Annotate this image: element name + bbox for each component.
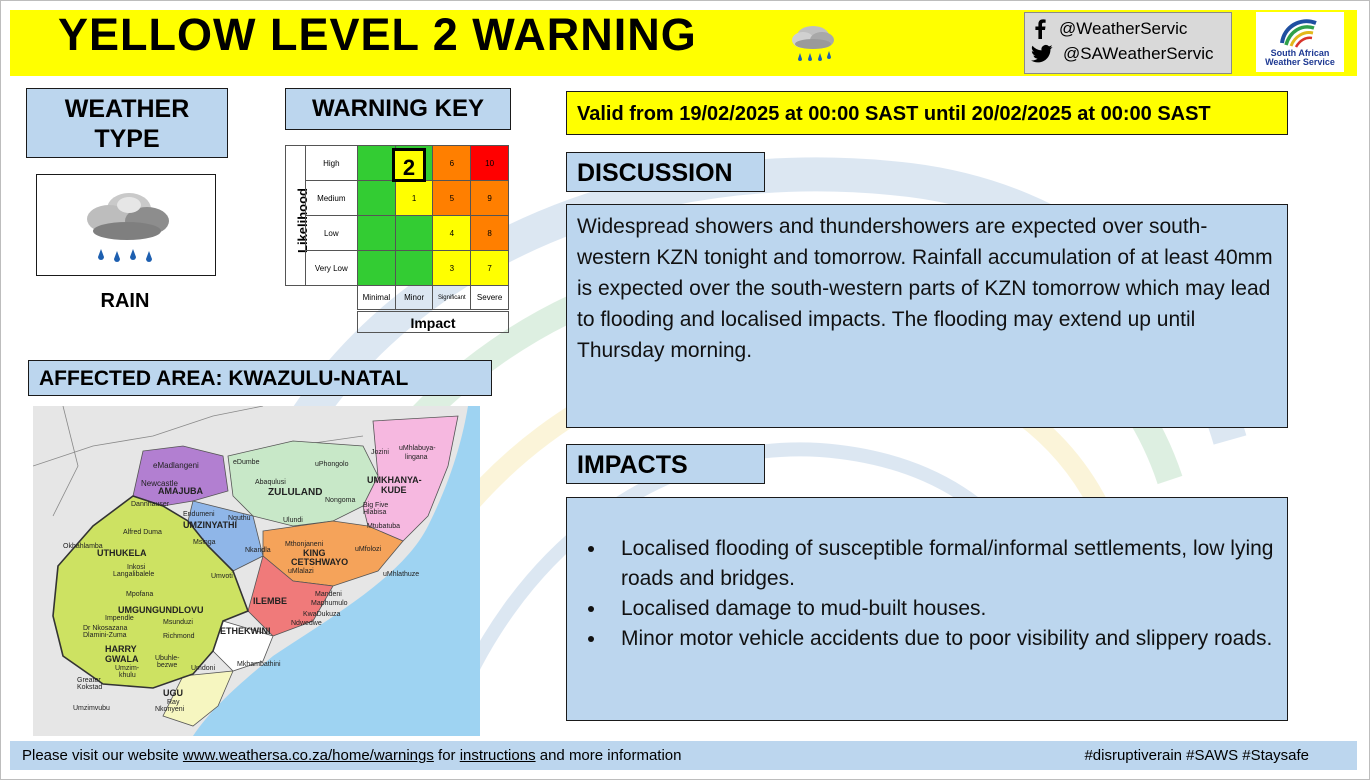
column-label: Minimal: [358, 286, 396, 310]
impact-item: • Localised damage to mud-built houses.: [607, 594, 1287, 624]
map-label: UMGUNGUNDLOVU: [118, 605, 204, 615]
row-label: Medium: [305, 181, 357, 216]
discussion-text: Widespread showers and thundershowers are expected over south-western KZN tonight and tomorrow. Rainfall accumulation of at least 40mm is expected over the south-western parts of KZN tomorrow which may lead to flooding and localised impacts. The flooding may extend up until Thursday morning.: [566, 204, 1288, 428]
instructions-link[interactable]: instructions: [459, 747, 536, 764]
map-label: Nkonyeni: [155, 706, 185, 713]
footer-text: Please visit our website www.weathersa.co.za/home/warnings for instructions and more information: [22, 747, 682, 764]
impacts-list: [567, 534, 1287, 654]
saws-logo-mark: [1278, 15, 1322, 49]
impact-axis-label: Impact: [357, 311, 509, 333]
matrix-cell: 7: [471, 251, 509, 286]
weather-type-label: RAIN: [100, 290, 150, 312]
footer-bar: [10, 741, 1357, 770]
map-label: UTHUKELA: [97, 548, 147, 558]
map-label: Msinga: [193, 539, 216, 546]
rain-cloud-icon: [37, 175, 215, 275]
map-label: Ray: [167, 699, 180, 706]
matrix-cell: [358, 146, 396, 181]
twitter-row[interactable]: [1031, 44, 1213, 64]
map-label: KING: [303, 548, 326, 558]
map-label: ILEMBE: [253, 596, 288, 606]
facebook-row[interactable]: [1031, 19, 1187, 39]
column-label: Significant: [433, 286, 471, 310]
website-link[interactable]: www.weathersa.co.za/home/warnings: [182, 747, 434, 764]
map-label: Impendle: [105, 615, 134, 622]
map-label: GWALA: [105, 654, 139, 664]
map-label: Kokstad: [77, 684, 103, 691]
row-label: High: [305, 146, 357, 181]
map-label: ZULULAND: [268, 487, 323, 498]
map-label: uMlalazi: [288, 568, 314, 575]
map-label: UMKHANYA-: [367, 475, 422, 485]
map-label: khulu: [119, 672, 136, 679]
map-label: Nquthu: [228, 515, 251, 522]
map-label: Dannhauser: [131, 501, 170, 508]
map-label: eMadlangeni: [153, 461, 199, 470]
map-label: Ubuhle-: [155, 655, 180, 662]
map-label: Langalibalele: [113, 571, 155, 578]
map-label: Hlabisa: [363, 509, 387, 516]
weather-type-heading: WEATHER TYPE: [26, 88, 228, 158]
matrix-cell: 9: [471, 181, 509, 216]
map-label: uPhongolo: [315, 461, 349, 468]
facebook-handle: @WeatherServic: [1059, 19, 1188, 38]
map-label: uMhlathuze: [383, 571, 420, 578]
map-label: lingana: [405, 454, 428, 461]
warning-title: YELLOW LEVEL 2 WARNING: [58, 9, 697, 60]
map-label: KUDE: [381, 485, 407, 495]
map-label: Mandeni: [315, 591, 342, 598]
level-badge: 2: [392, 148, 426, 182]
matrix-cell: 3: [433, 251, 471, 286]
map-label: Maphumulo: [311, 600, 348, 607]
map-label: Umzim-: [115, 665, 140, 672]
matrix-cell: 10: [471, 146, 509, 181]
map-label: UMZINYATHI: [183, 520, 237, 530]
map-label: Umdoni: [191, 665, 216, 672]
map-label: AMAJUBA: [158, 486, 203, 496]
matrix-cell: 6: [433, 146, 471, 181]
map-label: uMfolozi: [355, 546, 382, 553]
map-label: Big Five: [363, 502, 389, 509]
map-label: Msunduzi: [163, 619, 193, 626]
matrix-cell: 1: [395, 181, 433, 216]
matrix-cell: 4: [433, 216, 471, 251]
map-label: Newcastle: [141, 479, 178, 488]
saws-logo: [1256, 12, 1344, 72]
map-label: Mthonjaneni: [285, 541, 324, 548]
hashtags: #disruptiverain #SAWS #Staysafe: [1084, 747, 1309, 764]
map-label: bezwe: [157, 662, 178, 669]
matrix-cell: [395, 251, 433, 286]
map-label: Mpofana: [126, 591, 154, 598]
map-label: Abaqulusi: [255, 479, 286, 486]
impacts-panel: [566, 497, 1288, 721]
map-label: Dlamini-Zuma: [83, 632, 127, 639]
twitter-handle: @SAWeatherServic: [1063, 44, 1214, 63]
likelihood-axis-label: Likelihood: [295, 188, 310, 253]
facebook-icon: [1031, 19, 1049, 39]
matrix-cell: [395, 216, 433, 251]
matrix-cell: 5: [433, 181, 471, 216]
map-label: eDumbe: [233, 459, 260, 466]
map-label: Richmond: [163, 633, 195, 640]
map-label: Umzimvubu: [73, 705, 110, 712]
column-label: Minor: [395, 286, 433, 310]
map-label: Okhahlamba: [63, 543, 103, 550]
saws-logo-text: South African Weather Service: [1265, 48, 1335, 68]
map-label: uMhlabuya-: [399, 445, 436, 452]
map-label: Alfred Duma: [123, 529, 162, 536]
matrix-cell: [358, 216, 396, 251]
map-label: Umvoti: [211, 573, 233, 580]
map-label: Inkosi: [127, 564, 146, 571]
map-label: Mkhambathini: [237, 661, 281, 668]
map-label: ETHEKWINI: [220, 626, 271, 636]
map-label: Nongoma: [325, 497, 356, 504]
social-media-panel: [1024, 12, 1232, 74]
impact-item: • Localised flooding of susceptible formal/informal settlements, low lying roads and bridges.: [607, 534, 1287, 594]
twitter-bird-icon: [1031, 44, 1053, 64]
map-label: Greater: [77, 677, 101, 684]
map-label: Jozini: [371, 449, 389, 456]
column-label: Severe: [471, 286, 509, 310]
matrix-cell: [358, 181, 396, 216]
rain-cloud-icon: [786, 18, 840, 64]
rain-image: [36, 174, 216, 276]
matrix-cell: [358, 251, 396, 286]
kzn-map: [33, 406, 480, 736]
map-label: Endumeni: [183, 511, 215, 518]
map-label: Nkandla: [245, 547, 271, 554]
map-label: HARRY: [105, 644, 137, 654]
map-label: Mtubatuba: [367, 523, 401, 530]
map-label: Ndwedwe: [291, 620, 322, 627]
matrix-cell: 8: [471, 216, 509, 251]
map-label: Ulundi: [283, 517, 303, 524]
impacts-heading: IMPACTS: [566, 444, 765, 484]
warning-key-matrix: [285, 145, 509, 333]
map-label: CETSHWAYO: [291, 557, 349, 567]
affected-area-heading: AFFECTED AREA: KWAZULU-NATAL: [28, 360, 492, 396]
map-label: UGU: [163, 688, 183, 698]
valid-period: Valid from 19/02/2025 at 00:00 SAST until 20/02/2025 at 00:00 SAST: [566, 91, 1288, 135]
warning-key-heading: WARNING KEY: [285, 88, 511, 130]
map-label: KwaDukuza: [303, 611, 341, 618]
row-label: Low: [305, 216, 357, 251]
row-label: Very Low: [305, 251, 357, 286]
discussion-heading: DISCUSSION: [566, 152, 765, 192]
map-label: Dr Nkosazana: [83, 625, 128, 632]
impact-item: • Minor motor vehicle accidents due to poor visibility and slippery roads.: [607, 624, 1287, 654]
